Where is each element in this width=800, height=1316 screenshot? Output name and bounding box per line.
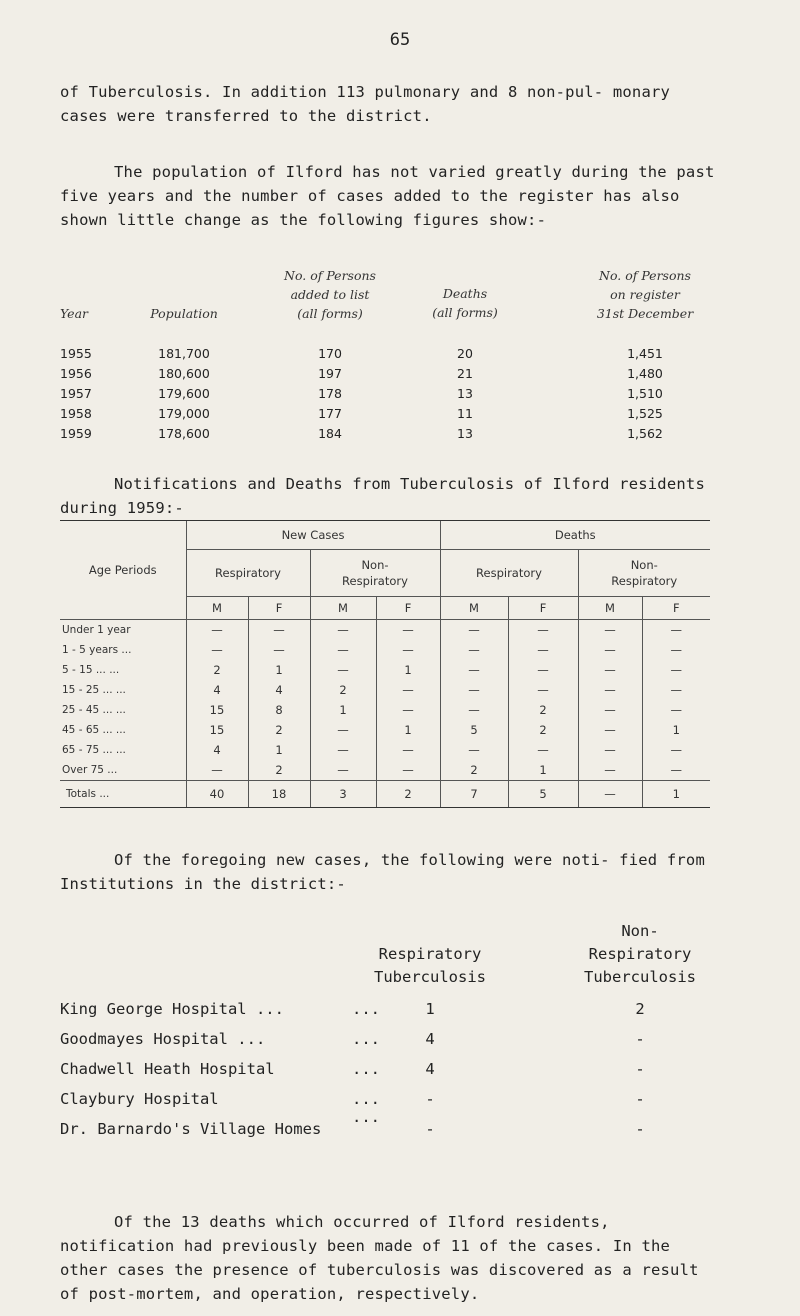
count-cell: —	[376, 740, 440, 760]
cell-added: 184	[318, 426, 342, 441]
cell-register: 1,525	[627, 406, 663, 421]
count-cell: —	[310, 660, 376, 680]
new-non-respiratory-header	[310, 550, 440, 597]
count-cell: —	[440, 680, 508, 700]
age-period-label: 65 - 75 ... ...	[62, 744, 126, 756]
count-cell: —	[508, 620, 578, 641]
cell-deaths: 13	[457, 386, 473, 401]
cell-deaths: 11	[457, 406, 473, 421]
header-deaths	[410, 284, 520, 322]
intro-text: of Tuberculosis. In addition 113 pulmonary and 8 non-pul- monary cases were transferred to the district.	[60, 83, 671, 125]
count-cell: —	[376, 680, 440, 700]
new-non-resp-line1: Non-	[361, 558, 389, 572]
institution-resp: -	[425, 1090, 435, 1108]
intro-paragraph	[60, 80, 720, 128]
count-cell: —	[310, 760, 376, 781]
institution-resp: 4	[425, 1060, 435, 1078]
count-cell: 3	[310, 781, 376, 808]
header-population: Population	[150, 306, 218, 321]
age-period-label: 25 - 45 ... ...	[62, 704, 126, 716]
count-cell: —	[376, 760, 440, 781]
header-nonresp-line1: Non-	[621, 922, 659, 940]
count-cell: 5	[440, 720, 508, 740]
count-cell: 18	[248, 781, 310, 808]
cell-year: 1957	[60, 386, 92, 401]
count-cell: 15	[186, 720, 248, 740]
deaths-respiratory-header: Respiratory	[440, 550, 578, 597]
population-text: The population of Ilford has not varied greatly during the past five years and the number of cases added to the register has also shown little change as the following figures show:-	[60, 163, 715, 229]
cell-deaths: 13	[457, 426, 473, 441]
new-non-resp-line2: Respiratory	[342, 574, 408, 588]
cell-added: 197	[318, 366, 342, 381]
count-cell: —	[508, 660, 578, 680]
institution-row	[60, 1090, 740, 1126]
count-cell: 2	[376, 781, 440, 808]
count-cell: —	[642, 700, 710, 720]
sex-m-header: M	[186, 597, 248, 620]
sex-m-header: M	[578, 597, 642, 620]
cell-year: 1956	[60, 366, 92, 381]
age-row	[60, 680, 710, 700]
sex-f-header: F	[642, 597, 710, 620]
age-row	[60, 640, 710, 660]
count-cell: 2	[310, 680, 376, 700]
page-number: 65	[389, 30, 411, 50]
institution-dots: ...	[352, 1060, 380, 1078]
population-row	[60, 366, 720, 386]
count-cell: —	[310, 620, 376, 641]
count-cell: 2	[186, 660, 248, 680]
count-cell: —	[508, 680, 578, 700]
institution-resp: -	[425, 1120, 435, 1138]
sex-m-header: M	[440, 597, 508, 620]
population-row	[60, 406, 720, 426]
cell-deaths: 21	[457, 366, 473, 381]
count-cell: —	[578, 781, 642, 808]
count-cell: —	[186, 640, 248, 660]
count-cell: —	[440, 660, 508, 680]
header-non-respiratory-tb	[560, 920, 720, 989]
population-table-header	[60, 222, 720, 346]
sex-f-header: F	[508, 597, 578, 620]
count-cell: 1	[376, 720, 440, 740]
cell-deaths: 20	[457, 346, 473, 361]
age-period-label: 1 - 5 years ...	[62, 644, 132, 656]
institution-name: Dr. Barnardo's Village Homes	[60, 1120, 322, 1138]
count-cell: 1	[508, 760, 578, 781]
count-cell: —	[310, 740, 376, 760]
notifications-paragraph	[60, 472, 720, 520]
count-cell: —	[186, 620, 248, 641]
institution-name: King George Hospital ...	[60, 1000, 284, 1018]
cell-population: 178,600	[158, 426, 210, 441]
deaths-header: Deaths	[440, 521, 710, 550]
cell-year: 1958	[60, 406, 92, 421]
count-cell: 2	[440, 760, 508, 781]
header-respiratory-tb	[360, 943, 500, 989]
institution-row	[60, 1120, 740, 1150]
header-added-line2: added to list	[290, 287, 370, 302]
population-table	[60, 222, 720, 446]
count-cell: —	[440, 620, 508, 641]
institution-row	[60, 1060, 740, 1090]
institution-dots: ... ...	[352, 1090, 380, 1126]
count-cell: —	[642, 740, 710, 760]
count-cell: —	[440, 700, 508, 720]
cell-population: 179,600	[158, 386, 210, 401]
age-row	[60, 700, 710, 720]
count-cell: —	[376, 620, 440, 641]
institution-nonresp: -	[635, 1120, 645, 1138]
age-row	[60, 760, 710, 781]
count-cell: —	[642, 660, 710, 680]
cell-population: 180,600	[158, 366, 210, 381]
age-row	[60, 740, 710, 760]
count-cell: —	[376, 640, 440, 660]
header-deaths-line1: Deaths	[442, 286, 488, 301]
institutions-paragraph	[60, 848, 720, 896]
deaths-non-resp-line1: Non-	[630, 558, 658, 572]
count-cell: 40	[186, 781, 248, 808]
population-row	[60, 386, 720, 406]
count-cell: —	[376, 700, 440, 720]
population-row	[60, 346, 720, 366]
count-cell: —	[578, 760, 642, 781]
cell-added: 178	[318, 386, 342, 401]
cell-added: 177	[318, 406, 342, 421]
count-cell: 1	[642, 720, 710, 740]
cell-added: 170	[318, 346, 342, 361]
cell-register: 1,510	[627, 386, 663, 401]
count-cell: —	[578, 700, 642, 720]
count-cell: —	[508, 740, 578, 760]
age-periods-header: Age Periods	[60, 521, 186, 620]
sex-m-header: M	[310, 597, 376, 620]
institution-name: Goodmayes Hospital ...	[60, 1030, 266, 1048]
new-respiratory-header: Respiratory	[186, 550, 310, 597]
count-cell: 5	[508, 781, 578, 808]
header-deaths-line2: (all forms)	[432, 305, 498, 320]
count-cell: 2	[508, 700, 578, 720]
header-register-line1: No. of Persons	[599, 268, 691, 283]
count-cell: —	[642, 680, 710, 700]
notifications-table	[60, 520, 710, 808]
count-cell: —	[578, 740, 642, 760]
count-cell: —	[248, 640, 310, 660]
age-row	[60, 660, 710, 680]
cell-population: 181,700	[158, 346, 210, 361]
closing-text: Of the 13 deaths which occurred of Ilford residents, notification had previously been made of 11 of the cases. In the other cases the presence of tuberculosis was discovered as a result of post-mortem, and operation, respectively.	[60, 1213, 699, 1303]
count-cell: —	[642, 640, 710, 660]
age-row	[60, 620, 710, 641]
institution-resp: 4	[425, 1030, 435, 1048]
header-added-line1: No. of Persons	[284, 268, 376, 283]
count-cell: 4	[248, 680, 310, 700]
institutions-header	[60, 920, 740, 988]
cell-register: 1,451	[627, 346, 663, 361]
age-period-label: Over 75 ...	[62, 764, 118, 776]
population-table-body	[60, 346, 720, 446]
count-cell: —	[508, 640, 578, 660]
count-cell: 15	[186, 700, 248, 720]
age-period-label: Totals ...	[60, 781, 186, 808]
institution-nonresp: 2	[635, 1000, 645, 1018]
population-row	[60, 426, 720, 446]
count-cell: 2	[248, 760, 310, 781]
institutions-table	[60, 920, 740, 1150]
institution-row	[60, 1000, 740, 1030]
sex-f-header: F	[376, 597, 440, 620]
header-nonresp-line2: Respiratory	[588, 945, 692, 963]
header-added	[250, 266, 410, 323]
institution-name: Chadwell Heath Hospital	[60, 1060, 275, 1078]
count-cell: —	[578, 620, 642, 641]
institution-nonresp: -	[635, 1060, 645, 1078]
count-cell: —	[310, 720, 376, 740]
count-cell: 4	[186, 680, 248, 700]
closing-paragraph	[60, 1210, 720, 1306]
cell-year: 1955	[60, 346, 92, 361]
cell-register: 1,480	[627, 366, 663, 381]
count-cell: —	[642, 620, 710, 641]
header-register-line3: 31st December	[596, 306, 694, 321]
age-period-label: 45 - 65 ... ...	[62, 724, 126, 736]
count-cell: —	[578, 660, 642, 680]
header-year: Year	[60, 306, 88, 321]
count-cell: —	[248, 620, 310, 641]
count-cell: 1	[376, 660, 440, 680]
new-cases-header: New Cases	[186, 521, 440, 550]
totals-row	[60, 781, 710, 808]
header-register	[570, 266, 720, 323]
count-cell: 1	[642, 781, 710, 808]
count-cell: 4	[186, 740, 248, 760]
institutions-text: Of the foregoing new cases, the following were noti- fied from Institutions in the district:-	[60, 851, 705, 893]
age-period-label: Under 1 year	[62, 624, 131, 636]
institutions-body	[60, 1000, 740, 1150]
header-resp-line1: Respiratory	[378, 945, 482, 963]
deaths-non-resp-line2: Respiratory	[611, 574, 678, 588]
deaths-non-respiratory-header	[578, 550, 710, 597]
age-period-label: 5 - 15 ... ...	[62, 664, 120, 676]
count-cell: —	[310, 640, 376, 660]
institution-row	[60, 1030, 740, 1060]
count-cell: —	[578, 720, 642, 740]
count-cell: —	[440, 640, 508, 660]
notifications-table-body	[60, 620, 710, 808]
count-cell: 1	[310, 700, 376, 720]
count-cell: —	[578, 640, 642, 660]
institution-resp: 1	[425, 1000, 435, 1018]
count-cell: —	[578, 680, 642, 700]
header-added-line3: (all forms)	[297, 306, 363, 321]
institution-nonresp: -	[635, 1090, 645, 1108]
count-cell: 2	[508, 720, 578, 740]
age-period-label: 15 - 25 ... ...	[62, 684, 126, 696]
count-cell: 7	[440, 781, 508, 808]
count-cell: —	[440, 740, 508, 760]
count-cell: —	[642, 760, 710, 781]
count-cell: 8	[248, 700, 310, 720]
sex-f-header: F	[248, 597, 310, 620]
age-row	[60, 720, 710, 740]
count-cell: 1	[248, 740, 310, 760]
institution-nonresp: -	[635, 1030, 645, 1048]
count-cell: 1	[248, 660, 310, 680]
institution-dots: ...	[352, 1000, 380, 1018]
cell-year: 1959	[60, 426, 92, 441]
notifications-text: Notifications and Deaths from Tuberculosis of Ilford residents during 1959:-	[60, 475, 705, 517]
count-cell: 2	[248, 720, 310, 740]
cell-population: 179,000	[158, 406, 210, 421]
header-register-line2: on register	[610, 287, 680, 302]
institution-dots: ...	[352, 1030, 380, 1048]
count-cell: —	[186, 760, 248, 781]
header-nonresp-line3: Tuberculosis	[584, 968, 696, 986]
header-resp-line2: Tuberculosis	[374, 968, 486, 986]
cell-register: 1,562	[627, 426, 663, 441]
institution-name: Claybury Hospital	[60, 1090, 219, 1108]
